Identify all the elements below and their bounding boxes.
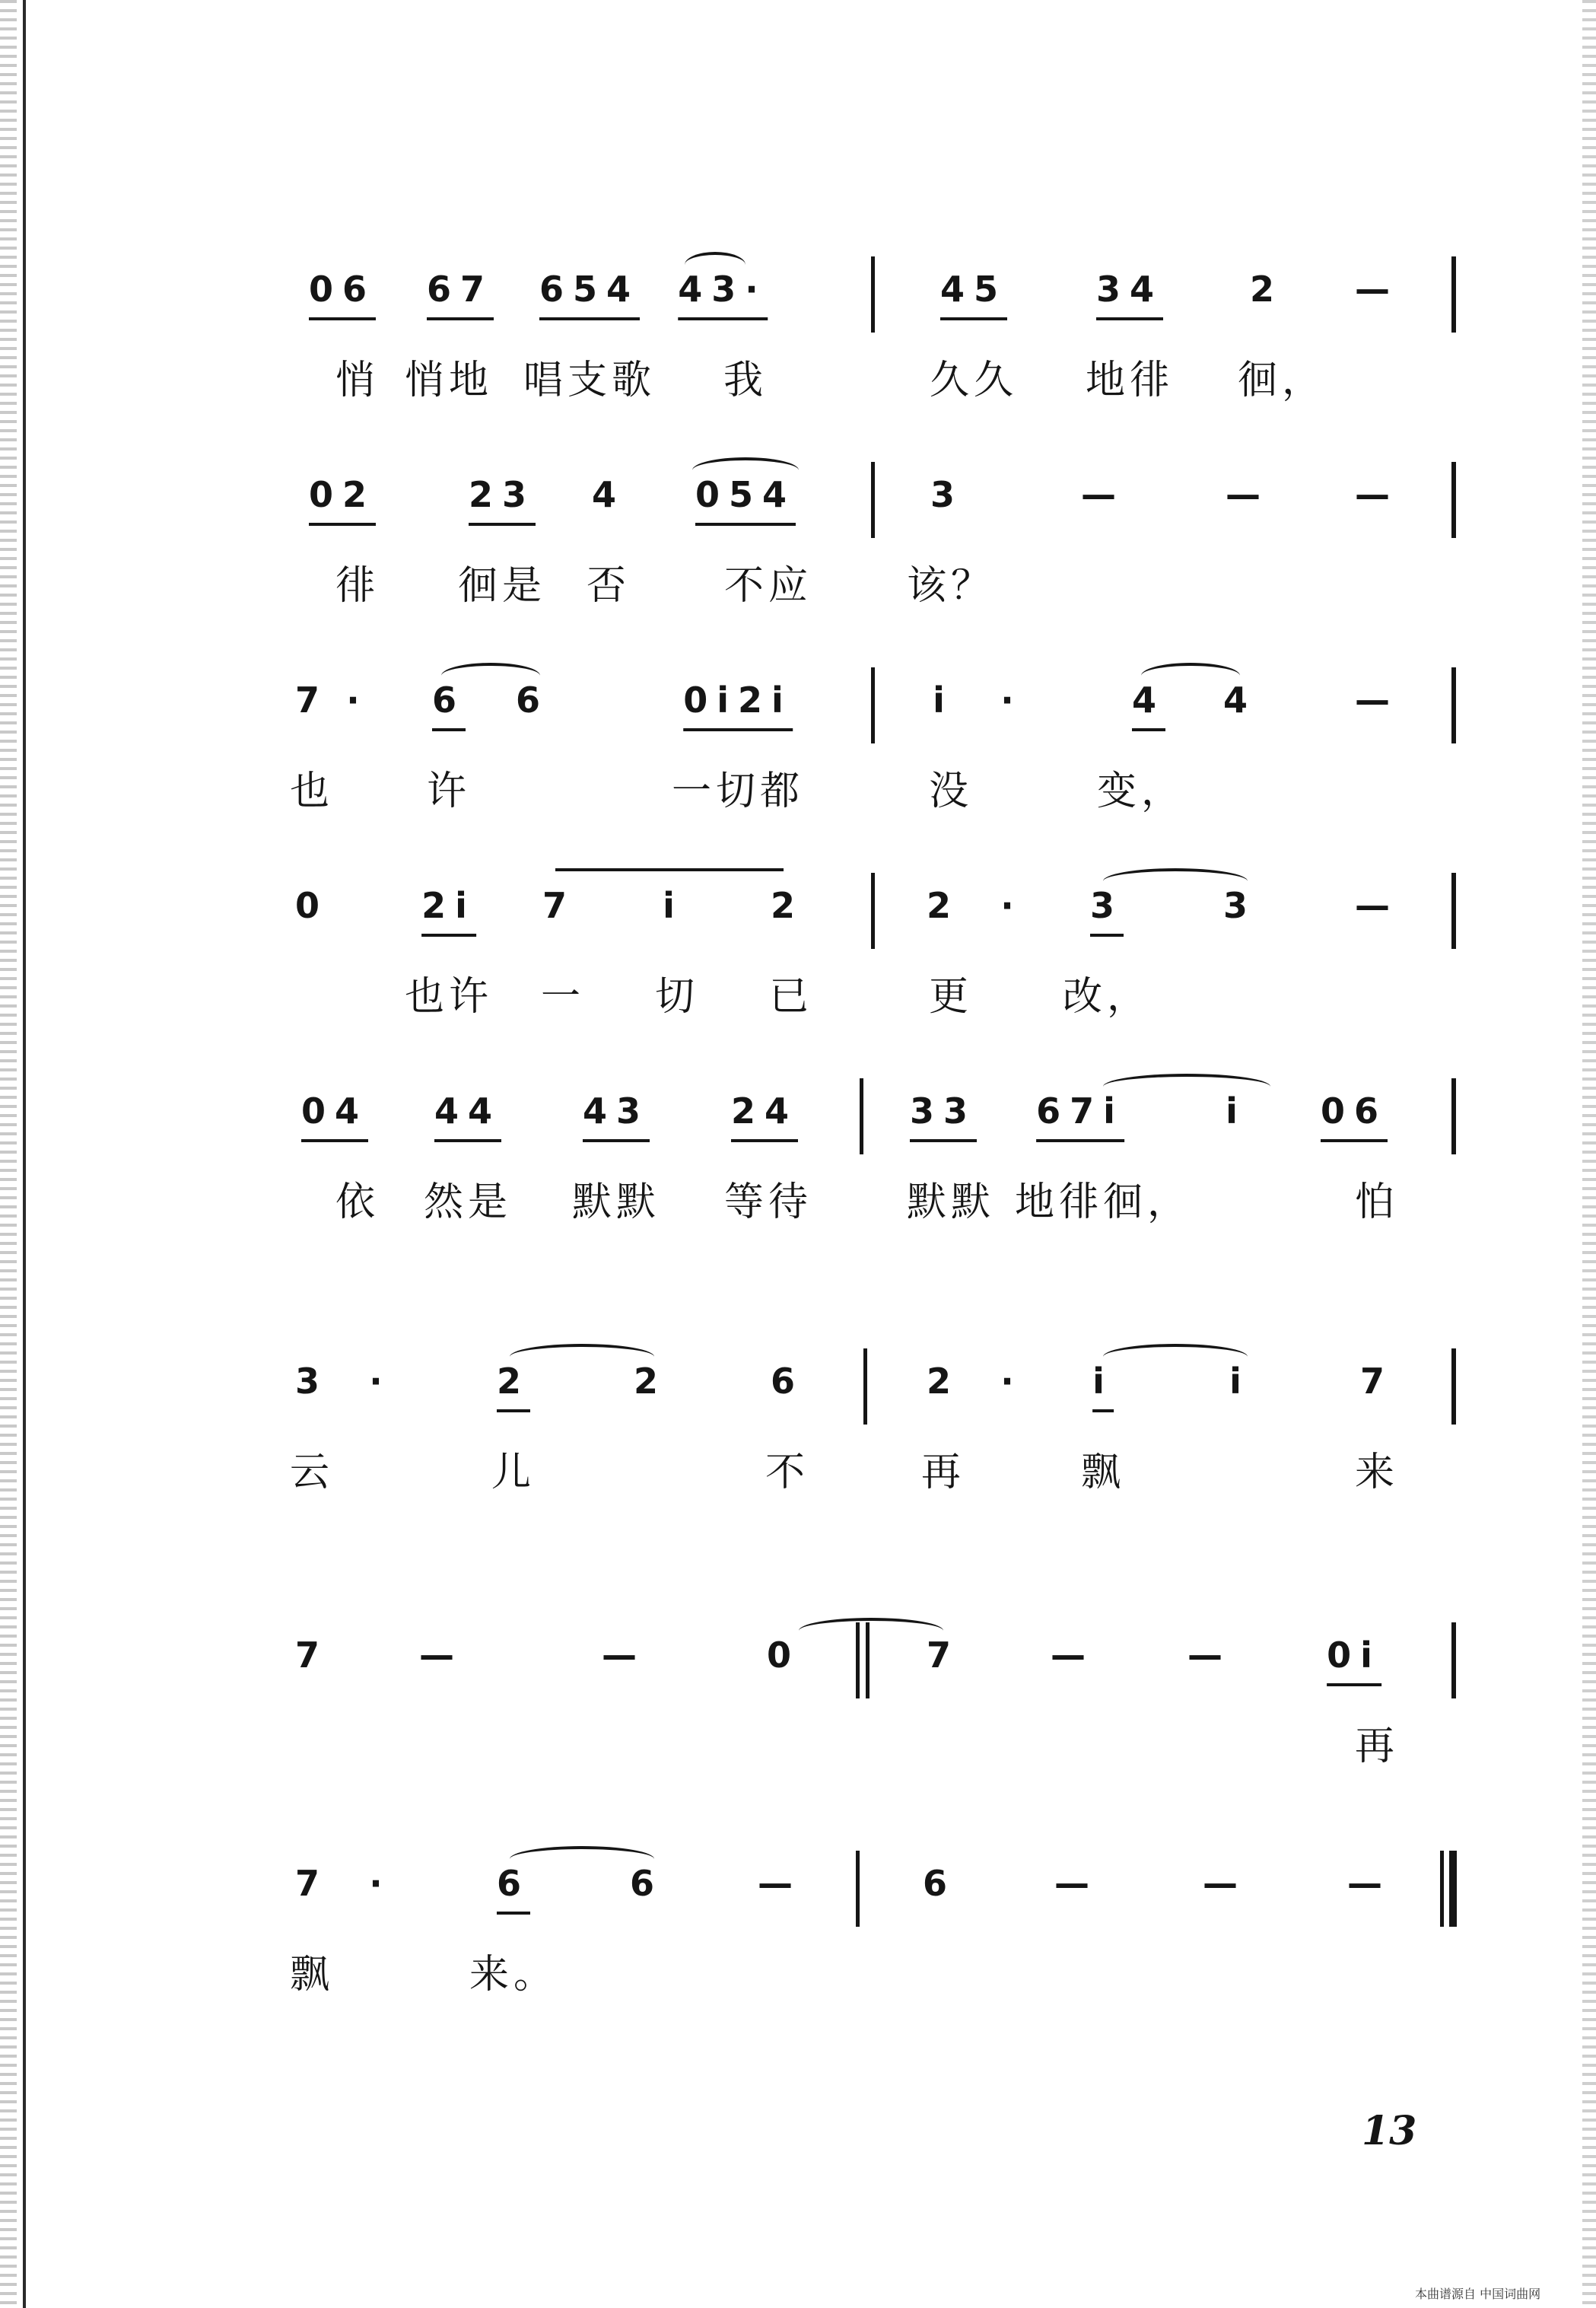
- dot: ·: [346, 680, 369, 721]
- note-group: 054: [695, 468, 796, 526]
- lyric: 徊是: [457, 563, 547, 609]
- note: 3: [930, 474, 965, 515]
- note-group: 44: [434, 1084, 501, 1142]
- note: 2: [1249, 269, 1284, 310]
- source-footer: 本曲谱源自 中国词曲网: [1415, 2287, 1541, 2301]
- lyrics-row: [289, 765, 1461, 818]
- barline: [1451, 256, 1456, 333]
- lyric: 变，: [1096, 769, 1186, 814]
- note-group: 67i: [1036, 1084, 1124, 1142]
- dot: ·: [1000, 680, 1023, 721]
- lyric: 怕: [1354, 1179, 1400, 1225]
- note: 7: [542, 885, 577, 926]
- lyric: 一切都: [671, 769, 805, 814]
- notes-row: [297, 263, 1461, 316]
- note: i: [933, 680, 954, 721]
- lyric: 再: [1354, 1724, 1400, 1769]
- page-number: 13: [1362, 2108, 1417, 2154]
- final-barline-thin: [1440, 1851, 1444, 1927]
- dot: ·: [369, 1361, 392, 1402]
- note: 3: [294, 1361, 329, 1402]
- note-group: 06: [309, 263, 376, 320]
- lyric: 一: [540, 974, 586, 1020]
- lyrics-row: [289, 1446, 1461, 1499]
- note-group: 43: [583, 1084, 650, 1142]
- barline: [871, 667, 875, 743]
- notes-row: [297, 468, 1461, 521]
- lyrics-row: [297, 970, 1461, 1023]
- note-group: 2i: [421, 879, 476, 937]
- score-system-3: [289, 673, 1461, 864]
- lyric: 来。: [469, 1952, 558, 1998]
- lyrics-row: [297, 1720, 1461, 1773]
- dash: —: [1187, 1635, 1232, 1676]
- lyric: 云: [289, 1450, 335, 1495]
- lyric: 等待: [723, 1179, 813, 1225]
- lyrics-row: [289, 1948, 1461, 2001]
- note: i: [1092, 1355, 1114, 1412]
- notes-row: [294, 1857, 1461, 1910]
- note: 6: [629, 1863, 664, 1904]
- note-group: 654: [539, 263, 640, 320]
- lyric: 徘: [335, 563, 380, 609]
- dot: ·: [1000, 885, 1023, 926]
- note: 2: [926, 885, 961, 926]
- note-group: 34: [1096, 263, 1163, 320]
- notes-row: [294, 673, 1461, 727]
- note: 6: [497, 1857, 530, 1915]
- barline: [871, 873, 875, 949]
- note-group: 67: [427, 263, 494, 320]
- score-system-2: [297, 468, 1461, 658]
- lyric: 也许: [404, 974, 494, 1020]
- barline: [1451, 462, 1456, 538]
- notes-row: [294, 1355, 1461, 1408]
- barline: [866, 1622, 870, 1698]
- page-left-edge: [0, 0, 17, 2308]
- barline: [1451, 667, 1456, 743]
- lyric: 默默: [906, 1179, 996, 1225]
- note: 2: [770, 885, 805, 926]
- dash: —: [1054, 1863, 1098, 1904]
- dash: —: [602, 1635, 646, 1676]
- lyric: 没: [928, 769, 974, 814]
- lyric: 已: [768, 974, 814, 1020]
- note-group: 04: [301, 1084, 368, 1142]
- dash: —: [1355, 474, 1399, 515]
- lyric: 更: [928, 974, 974, 1020]
- notes-row: [297, 1084, 1461, 1138]
- note: 6: [515, 680, 550, 721]
- barline: [1451, 1078, 1456, 1154]
- dot: ·: [369, 1863, 392, 1904]
- score-system-1: [297, 263, 1461, 453]
- barline: [1451, 1622, 1456, 1698]
- note: 2: [926, 1361, 961, 1402]
- lyric: 儿: [491, 1450, 536, 1495]
- dash: —: [419, 1635, 463, 1676]
- lyric: 不应: [723, 563, 813, 609]
- lyric: 飘: [289, 1952, 335, 1998]
- note: 4: [1132, 673, 1165, 731]
- dash: —: [1203, 1863, 1247, 1904]
- barline: [856, 1622, 860, 1698]
- lyric: 不: [765, 1450, 810, 1495]
- barline: [1451, 873, 1456, 949]
- score-system-7: [294, 1628, 1461, 1819]
- page-binding-line: [23, 0, 26, 2308]
- note: 6: [432, 673, 466, 731]
- final-barline-thick: [1449, 1851, 1457, 1927]
- dash: —: [758, 1863, 802, 1904]
- note-group: 02: [309, 468, 376, 526]
- barline: [1451, 1348, 1456, 1425]
- dash: —: [1355, 269, 1399, 310]
- barline: [860, 1078, 863, 1154]
- dash: —: [1347, 1863, 1391, 1904]
- note: 0: [766, 1635, 801, 1676]
- score-system-4: [294, 879, 1461, 1069]
- note-group: 23: [469, 468, 536, 526]
- lyrics-row: [297, 1176, 1461, 1229]
- dash: —: [1355, 680, 1399, 721]
- lyric: 久久: [929, 358, 1019, 403]
- barline: [856, 1851, 860, 1927]
- barline: [863, 1348, 867, 1425]
- dash: —: [1355, 885, 1399, 926]
- lyric: 该？: [906, 563, 996, 609]
- note-group: 0i: [1327, 1628, 1381, 1686]
- note-group: 06: [1321, 1084, 1388, 1142]
- note: 6: [770, 1361, 805, 1402]
- note-group: 43·: [678, 263, 768, 320]
- lyric: 悄地: [404, 358, 494, 403]
- note: 0: [294, 885, 329, 926]
- dot: ·: [1000, 1361, 1023, 1402]
- note: 6: [922, 1863, 957, 1904]
- lyric: 我: [723, 358, 768, 403]
- note: 7: [294, 1635, 329, 1676]
- lyric: 来: [1354, 1450, 1400, 1495]
- note: 4: [1222, 680, 1257, 721]
- dash: —: [1081, 474, 1125, 515]
- lyric: 改，: [1062, 974, 1152, 1020]
- barline: [871, 462, 875, 538]
- lyric: 许: [426, 769, 472, 814]
- lyric: 再: [920, 1450, 966, 1495]
- score-system-8: [289, 1857, 1461, 2047]
- lyric: 唱支歌: [523, 358, 657, 403]
- lyric: 飘: [1080, 1450, 1126, 1495]
- notes-row: [294, 879, 1461, 932]
- lyric: 默默: [571, 1179, 661, 1225]
- note: 7: [294, 680, 329, 721]
- note: 3: [1222, 885, 1257, 926]
- note: 3: [1090, 879, 1124, 937]
- lyric: 地徘徊，: [1014, 1179, 1192, 1225]
- dash: —: [1051, 1635, 1095, 1676]
- lyric: 地徘: [1085, 358, 1175, 403]
- lyrics-row: [297, 354, 1461, 407]
- lyric: 否: [586, 563, 631, 609]
- lyric: 悄: [335, 358, 380, 403]
- lyric: 也: [289, 769, 335, 814]
- note-group: 45: [940, 263, 1007, 320]
- lyric: 切: [654, 974, 700, 1020]
- note: 7: [1359, 1361, 1394, 1402]
- note: 7: [294, 1863, 329, 1904]
- lyrics-row: [297, 559, 1461, 613]
- note: 4: [591, 474, 626, 515]
- note: i: [1226, 1090, 1247, 1132]
- note-group: 33: [910, 1084, 977, 1142]
- lyric: 然是: [423, 1179, 513, 1225]
- score-system-5: [297, 1084, 1461, 1275]
- dash: —: [1226, 474, 1270, 515]
- note: 7: [926, 1635, 961, 1676]
- lyric: 徊，: [1237, 358, 1327, 403]
- notes-row: [294, 1628, 1461, 1682]
- note: i: [1229, 1361, 1251, 1402]
- note: i: [663, 885, 684, 926]
- note-group: 24: [731, 1084, 798, 1142]
- lyric: 依: [335, 1179, 380, 1225]
- page-right-edge: [1582, 0, 1596, 2308]
- barline: [871, 256, 875, 333]
- note: 2: [497, 1355, 530, 1412]
- note: 2: [633, 1361, 668, 1402]
- note-group: 0i2i: [683, 673, 793, 731]
- score-system-6: [289, 1355, 1461, 1545]
